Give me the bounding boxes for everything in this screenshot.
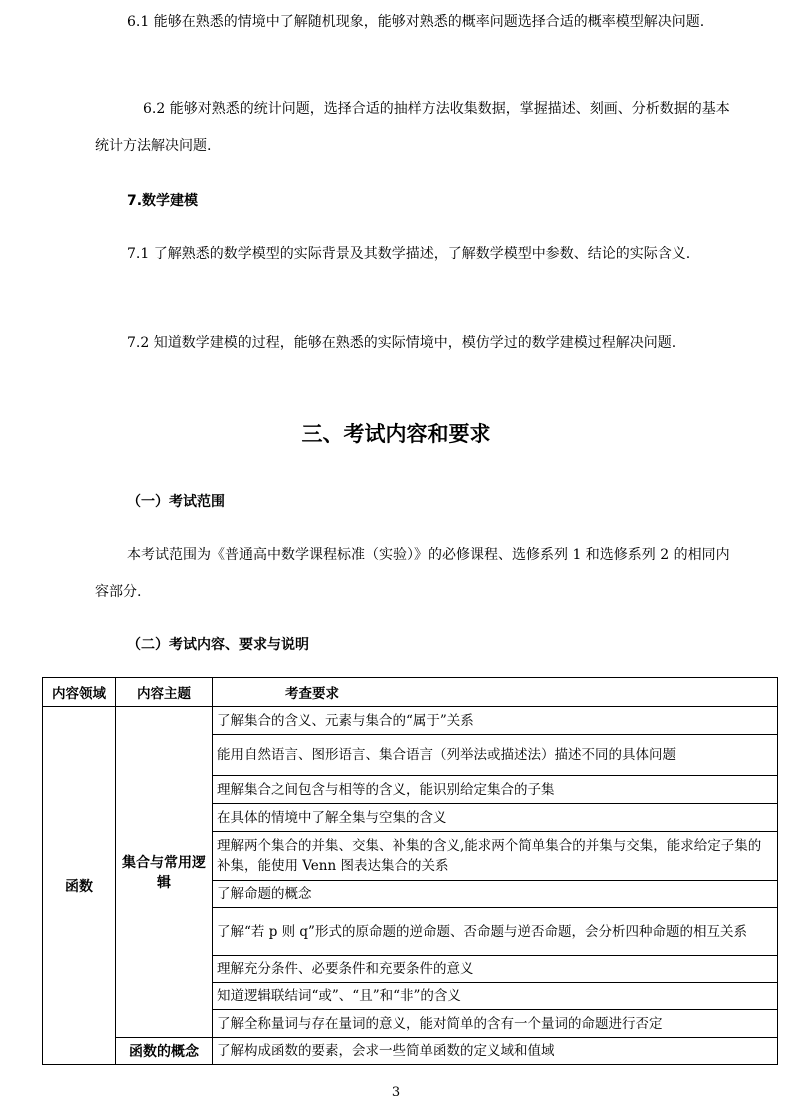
- subsection-heading-2: （二）考试内容、要求与说明: [127, 637, 309, 653]
- requirement-cell: 了解集合的含义、元素与集合的“属于”关系: [213, 707, 778, 735]
- requirement-cell: 理解集合之间包含与相等的含义，能识别给定集合的子集: [213, 776, 778, 804]
- subsection-heading-1: （一）考试范围: [127, 494, 225, 510]
- topic-cell-function-concept: 函数的概念: [116, 1038, 213, 1065]
- heading-7: 7.数学建模: [127, 193, 199, 209]
- header-requirements: 考查要求: [213, 678, 778, 707]
- requirement-cell: 知道逻辑联结词“或”、“且”和“非”的含义: [213, 983, 778, 1010]
- paragraph-exam-scope: 本考试范围为《普通高中数学课程标准（实验）》的必修课程、选修系列 1 和选修系列 2 的相同内容部分.: [95, 547, 730, 600]
- requirement-cell: 能用自然语言、图形语言、集合语言（列举法或描述法）描述不同的具体问题: [213, 735, 778, 776]
- requirement-cell: 了解构成函数的要素，会求一些简单函数的定义域和值域: [213, 1038, 778, 1065]
- paragraph-7-1: 7.1 了解熟悉的数学模型的实际背景及其数学描述，了解数学模型中参数、结论的实际含义.: [127, 246, 691, 262]
- paragraph-6-2: 6.2 能够对熟悉的统计问题，选择合适的抽样方法收集数据，掌握描述、刻画、分析数据的基本统计方法解决问题.: [95, 101, 730, 154]
- table-row: [43, 707, 778, 735]
- requirement-cell: 在具体的情境中了解全集与空集的含义: [213, 804, 778, 832]
- header-topic: 内容主题: [116, 678, 213, 707]
- page-number: 3: [391, 1085, 401, 1100]
- requirement-cell: 了解全称量词与存在量词的意义，能对简单的含有一个量词的命题进行否定: [213, 1010, 778, 1038]
- requirement-cell: 理解两个集合的并集、交集、补集的含义,能求两个简单集合的并集与交集，能求给定子集的补集，能使用 Venn 图表达集合的关系: [213, 832, 778, 881]
- table-header-row: [43, 678, 778, 707]
- table-row: [43, 1038, 778, 1065]
- requirement-cell: 理解充分条件、必要条件和充要条件的意义: [213, 956, 778, 983]
- section-title: 三、考试内容和要求: [301, 422, 491, 446]
- topic-cell-sets-logic: 集合与常用逻辑: [116, 707, 213, 1038]
- requirement-cell: 了解命题的概念: [213, 881, 778, 908]
- requirement-cell: 了解“若 p 则 q”形式的原命题的逆命题、否命题与逆否命题，会分析四种命题的相互关系: [213, 908, 778, 956]
- requirements-table: [42, 677, 778, 1065]
- paragraph-7-2: 7.2 知道数学建模的过程，能够在熟悉的实际情境中，模仿学过的数学建模过程解决问题.: [127, 335, 677, 351]
- header-domain: 内容领域: [43, 678, 116, 707]
- paragraph-6-1: 6.1 能够在熟悉的情境中了解随机现象，能够对熟悉的概率问题选择合适的概率模型解决问题.: [127, 14, 705, 30]
- domain-cell: 函数: [43, 707, 116, 1065]
